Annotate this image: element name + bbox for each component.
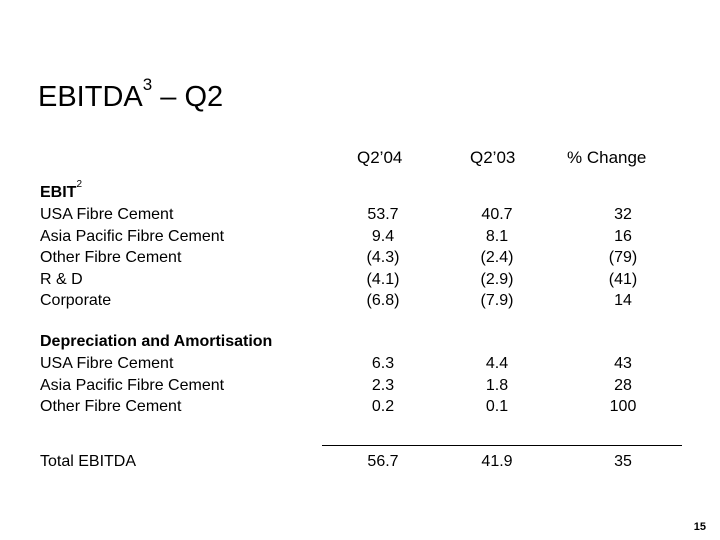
ebit-row-label: Asia Pacific Fibre Cement (40, 227, 225, 245)
da-row-q203: 4.4 (485, 355, 509, 372)
total-q204: 56.7 (367, 453, 399, 470)
da-row-q203: 0.1 (485, 398, 509, 415)
column-header-pct-change: % Change (567, 148, 647, 167)
ebit-row-q204: (4.3) (366, 249, 400, 266)
ebit-row-change: 14 (614, 292, 632, 309)
da-row-q204: 0.2 (371, 398, 395, 415)
column-header-q203: Q2’03 (470, 148, 516, 167)
da-heading: Depreciation and Amortisation (40, 333, 273, 350)
page-number: 15 (693, 521, 706, 533)
total-q203: 41.9 (481, 453, 513, 470)
ebit-footnote-marker: 2 (76, 179, 83, 190)
ebit-row-q203: 8.1 (485, 227, 509, 245)
ebit-row-q204: (4.1) (366, 270, 400, 288)
title-superscript: 3 (142, 75, 153, 94)
ebit-row-q203: (2.4) (480, 249, 514, 266)
ebit-row-q203: (7.9) (480, 292, 514, 309)
da-row-change: 100 (609, 398, 637, 415)
ebit-row-label: Corporate (40, 292, 112, 309)
column-header-q204: Q2’04 (357, 148, 403, 167)
da-row-q203: 1.8 (485, 376, 509, 394)
ebit-row-change: (79) (608, 249, 638, 266)
da-row-q204: 6.3 (371, 355, 395, 372)
ebit-row-q204: (6.8) (366, 292, 400, 309)
ebit-row-q203: (2.9) (480, 270, 514, 288)
title-suffix: – Q2 (152, 81, 224, 113)
ebit-row-q204: 9.4 (371, 227, 395, 245)
da-row-label: Other Fibre Cement (40, 398, 182, 415)
da-row-label: USA Fibre Cement (40, 355, 174, 372)
ebit-row-change: 32 (614, 206, 632, 223)
total-change: 35 (614, 453, 632, 470)
total-divider-line (322, 445, 682, 446)
ebit-row-q203: 40.7 (481, 206, 513, 223)
ebit-row-change: (41) (608, 270, 638, 288)
da-row-change: 43 (614, 355, 632, 372)
ebit-heading: EBIT$^2$ (40, 179, 83, 201)
slide-title (38, 75, 224, 114)
ebit-row-label: R & D (40, 270, 83, 288)
da-row-label: Asia Pacific Fibre Cement (40, 376, 225, 394)
title-text: EBITDA (38, 81, 143, 113)
da-row-q204: 2.3 (371, 376, 395, 394)
ebit-row-label: USA Fibre Cement (40, 206, 174, 223)
ebit-row-q204: 53.7 (367, 206, 399, 223)
total-label: Total EBITDA (40, 453, 137, 470)
ebit-row-change: 16 (614, 227, 632, 245)
ebit-row-label: Other Fibre Cement (40, 249, 182, 266)
da-row-change: 28 (614, 376, 632, 394)
